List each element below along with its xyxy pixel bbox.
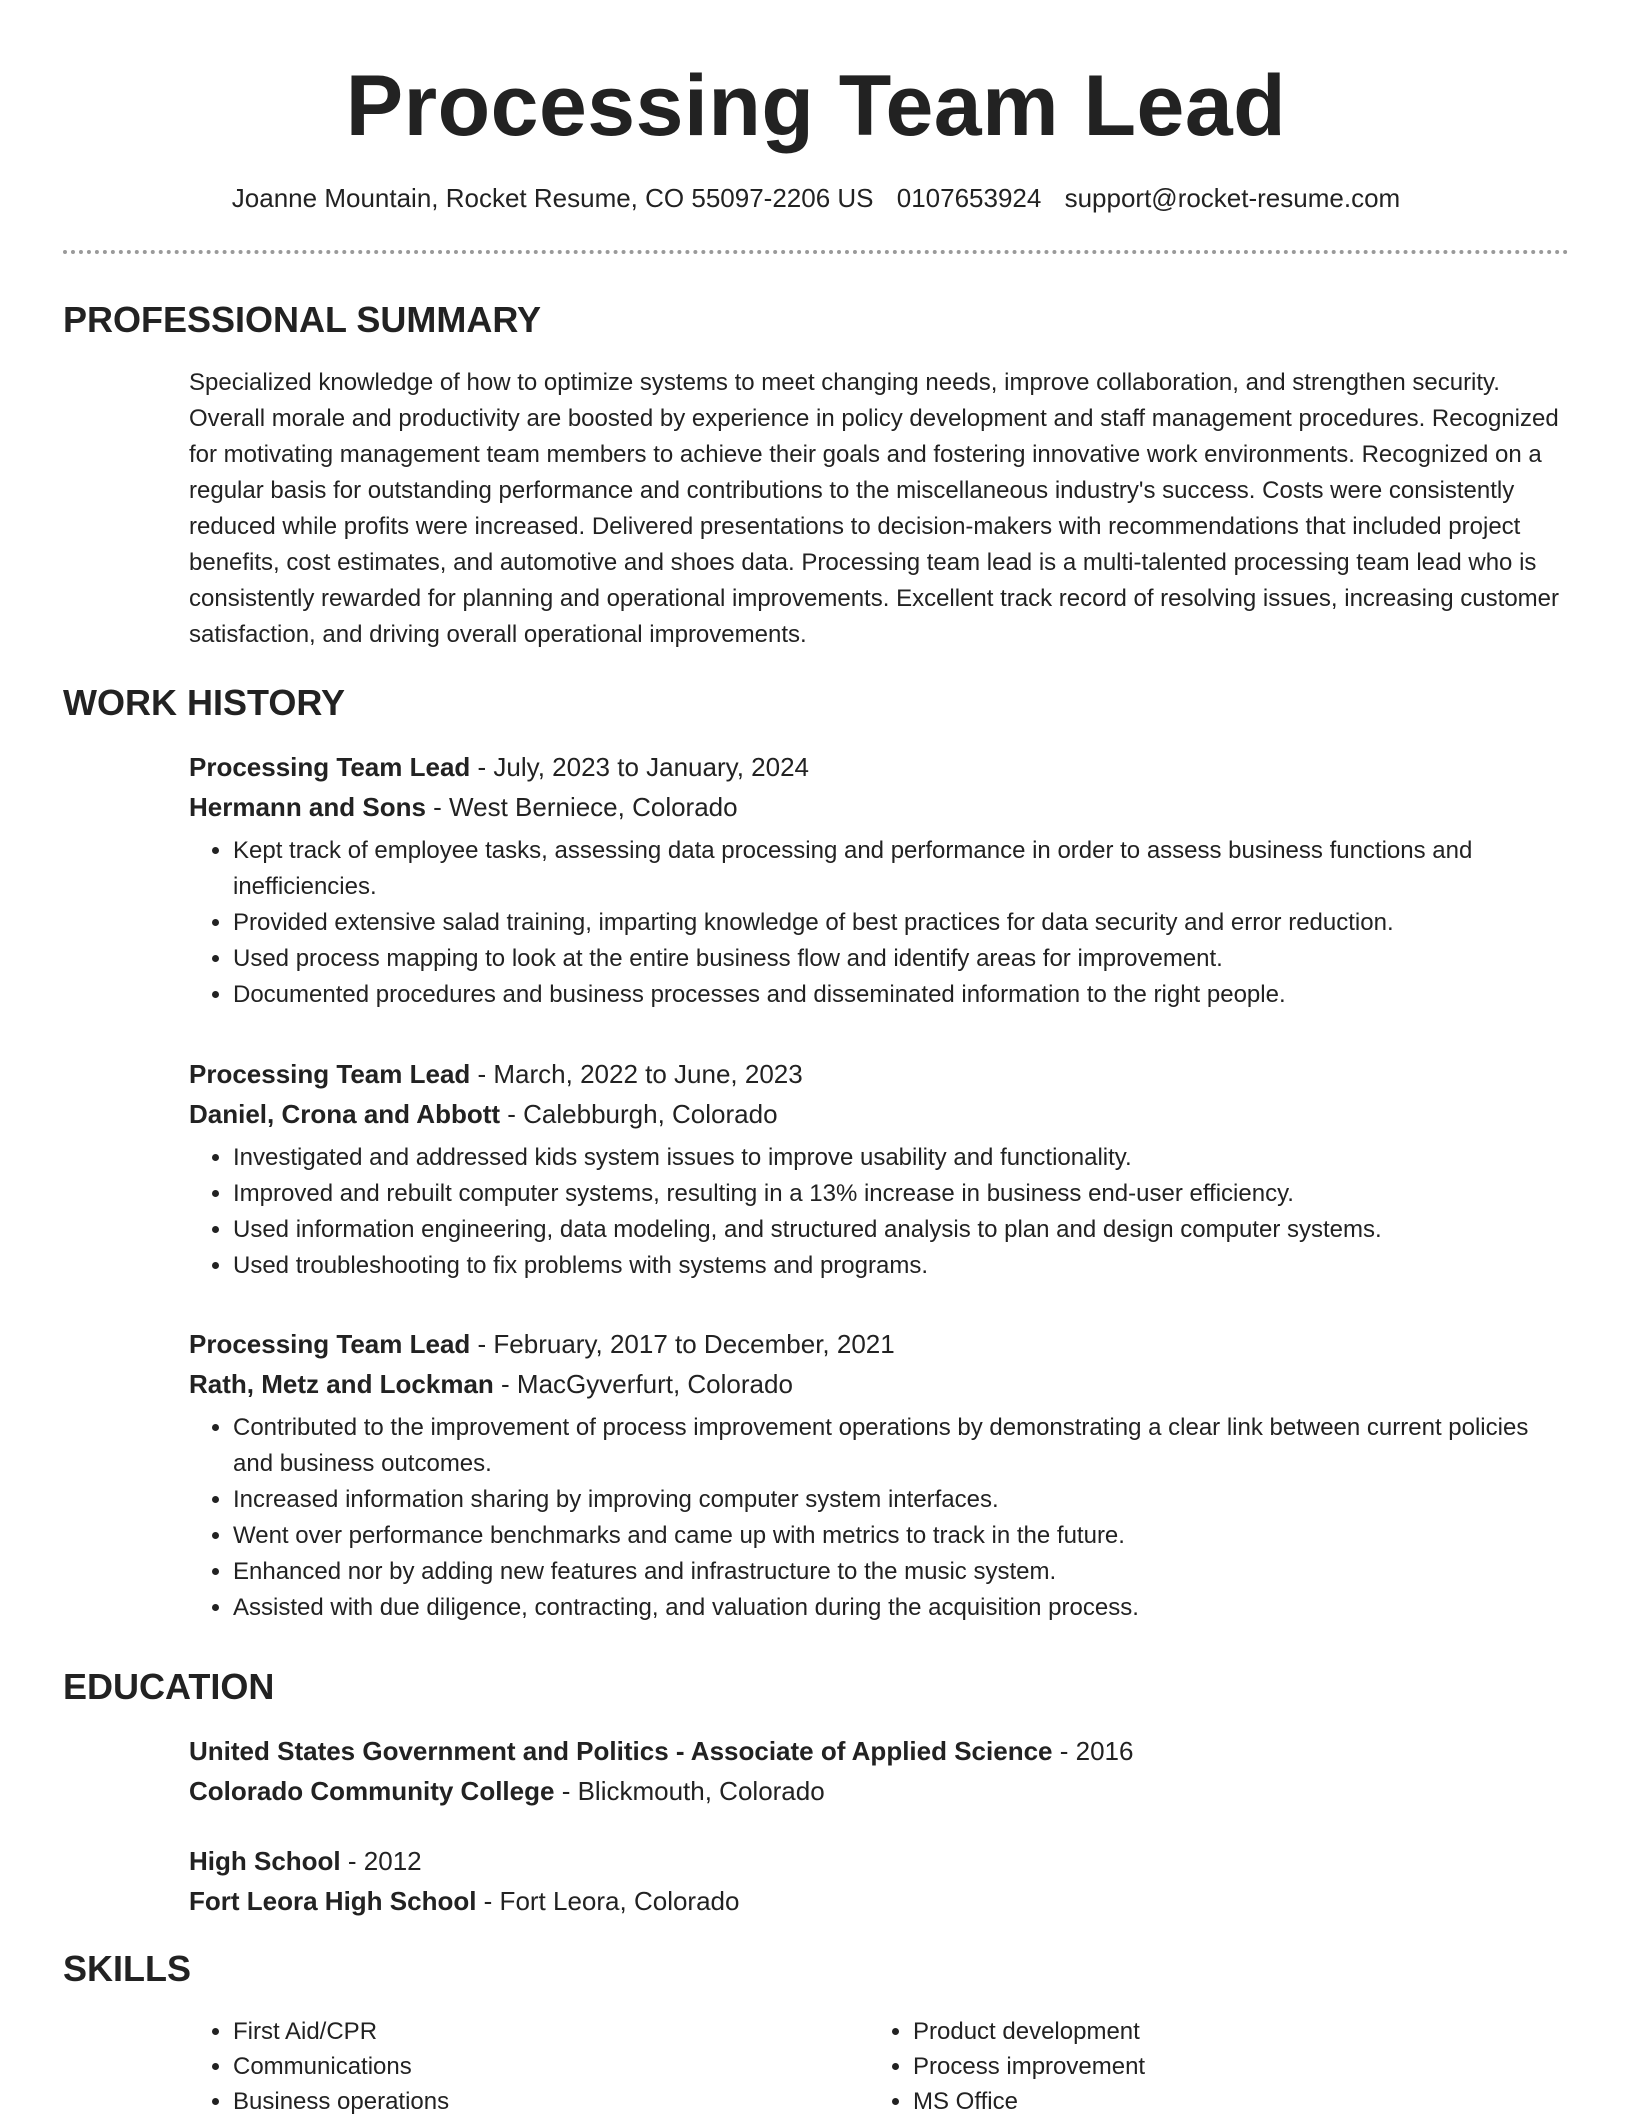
- summary-section: [189, 365, 1569, 653]
- skill-item: • First Aid/CPR: [233, 2014, 869, 2049]
- job-location: - Calebburgh, Colorado: [500, 1099, 778, 1129]
- job-company-line: [189, 1094, 1569, 1134]
- job-title-line: [189, 747, 1569, 787]
- resume-title: Processing Team Lead: [345, 58, 1287, 154]
- job-location: - MacGyverfurt, Colorado: [493, 1369, 793, 1399]
- header-divider: [63, 250, 1569, 254]
- contact-address: Joanne Mountain, Rocket Resume, CO 55097-2206 US: [231, 183, 874, 213]
- skill-item: • Process improvement: [913, 2049, 1549, 2084]
- education-school-line: [189, 1881, 1569, 1921]
- job-entry: [189, 1324, 1569, 1626]
- job-entry: [189, 747, 1569, 1013]
- job-dates: - July, 2023 to January, 2024: [470, 752, 809, 782]
- skill-item: • Product development: [913, 2014, 1549, 2049]
- education-location: - Fort Leora, Colorado: [476, 1886, 740, 1916]
- education-school: Colorado Community College: [189, 1776, 555, 1806]
- job-bullet: • Used process mapping to look at the entire business flow and identify areas for improvement.: [233, 941, 1569, 977]
- skills-list: [189, 2014, 1569, 2119]
- job-company: Daniel, Crona and Abbott: [189, 1099, 501, 1129]
- education-location: - Blickmouth, Colorado: [554, 1776, 825, 1806]
- education-school: Fort Leora High School: [189, 1886, 477, 1916]
- job-bullet: • Assisted with due diligence, contracting, and valuation during the acquisition process.: [233, 1590, 1569, 1626]
- summary-heading: PROFESSIONAL SUMMARY: [63, 299, 542, 340]
- job-bullet: • Documented procedures and business processes and disseminated information to the right people.: [233, 977, 1569, 1013]
- job-dates: - March, 2022 to June, 2023: [470, 1059, 803, 1089]
- job-bullet: • Increased information sharing by improving computer system interfaces.: [233, 1482, 1569, 1518]
- job-entry: [189, 1054, 1569, 1284]
- job-bullet: • Contributed to the improvement of process improvement operations by demonstrating a clear link between current policies and business outcomes.: [233, 1410, 1569, 1482]
- job-bullet: • Went over performance benchmarks and came up with metrics to track in the future.: [233, 1518, 1569, 1554]
- job-bullet: • Kept track of employee tasks, assessing data processing and performance in order to assess business functions and inefficiencies.: [233, 833, 1569, 905]
- education-school-line: [189, 1771, 1569, 1811]
- skill-item: • Business operations: [233, 2084, 869, 2119]
- work-history-heading: WORK HISTORY: [63, 682, 346, 723]
- skills-column-left: [189, 2014, 869, 2119]
- contact-phone: 0107653924: [896, 183, 1042, 213]
- job-title-line: [189, 1324, 1569, 1364]
- job-bullets: [189, 833, 1569, 1013]
- job-title: Processing Team Lead: [189, 1329, 471, 1359]
- job-title: Processing Team Lead: [189, 752, 471, 782]
- education-year: - 2012: [340, 1846, 422, 1876]
- skills-heading: SKILLS: [63, 1948, 192, 1989]
- education-entry: [189, 1841, 1569, 1921]
- education-entry: [189, 1731, 1569, 1811]
- job-title: Processing Team Lead: [189, 1059, 471, 1089]
- education-year: - 2016: [1052, 1736, 1134, 1766]
- job-bullet: • Enhanced nor by adding new features and infrastructure to the music system.: [233, 1554, 1569, 1590]
- job-bullets: [189, 1140, 1569, 1284]
- job-company-line: [189, 1364, 1569, 1404]
- job-dates: - February, 2017 to December, 2021: [470, 1329, 895, 1359]
- skills-column-right: [869, 2014, 1549, 2119]
- education-degree-line: [189, 1731, 1569, 1771]
- job-location: - West Berniece, Colorado: [425, 792, 738, 822]
- skill-item: • Communications: [233, 2049, 869, 2084]
- job-bullet: • Investigated and addressed kids system issues to improve usability and functionality.: [233, 1140, 1569, 1176]
- contact-email: support@rocket-resume.com: [1064, 183, 1401, 213]
- contact-line: [0, 180, 1632, 216]
- job-bullet: • Used information engineering, data modeling, and structured analysis to plan and design computer systems.: [233, 1212, 1569, 1248]
- education-degree-line: [189, 1841, 1569, 1881]
- job-bullet: • Used troubleshooting to fix problems with systems and programs.: [233, 1248, 1569, 1284]
- job-title-line: [189, 1054, 1569, 1094]
- skill-item: • MS Office: [913, 2084, 1549, 2119]
- summary-text: Specialized knowledge of how to optimize systems to meet changing needs, improve collaboration, and strengthen security. Overall morale and productivity are boosted by experience in policy development and staff management procedures. Recognized for motivating management team members to achieve their goals and fostering innovative work environments. Recognized on a regular basis for outstanding performance and contributions to the miscellaneous industry's success. Costs were consistently reduced while profits were increased. Delivered presentations to decision-makers with recommendations that included project benefits, cost estimates, and automotive and shoes data. Processing team lead is a multi-talented processing team lead who is consistently rewarded for planning and operational improvements. Excellent track record of resolving issues, increasing customer satisfaction, and driving overall operational improvements.: [189, 369, 1560, 648]
- education-degree: High School: [189, 1846, 341, 1876]
- education-degree: United States Government and Politics - Associate of Applied Science: [189, 1736, 1053, 1766]
- job-bullet: • Provided extensive salad training, imparting knowledge of best practices for data security and error reduction.: [233, 905, 1569, 941]
- job-bullets: [189, 1410, 1569, 1626]
- job-company: Hermann and Sons: [189, 792, 426, 822]
- job-bullet: • Improved and rebuilt computer systems, resulting in a 13% increase in business end-user efficiency.: [233, 1176, 1569, 1212]
- job-company-line: [189, 787, 1569, 827]
- education-heading: EDUCATION: [63, 1666, 275, 1707]
- job-company: Rath, Metz and Lockman: [189, 1369, 494, 1399]
